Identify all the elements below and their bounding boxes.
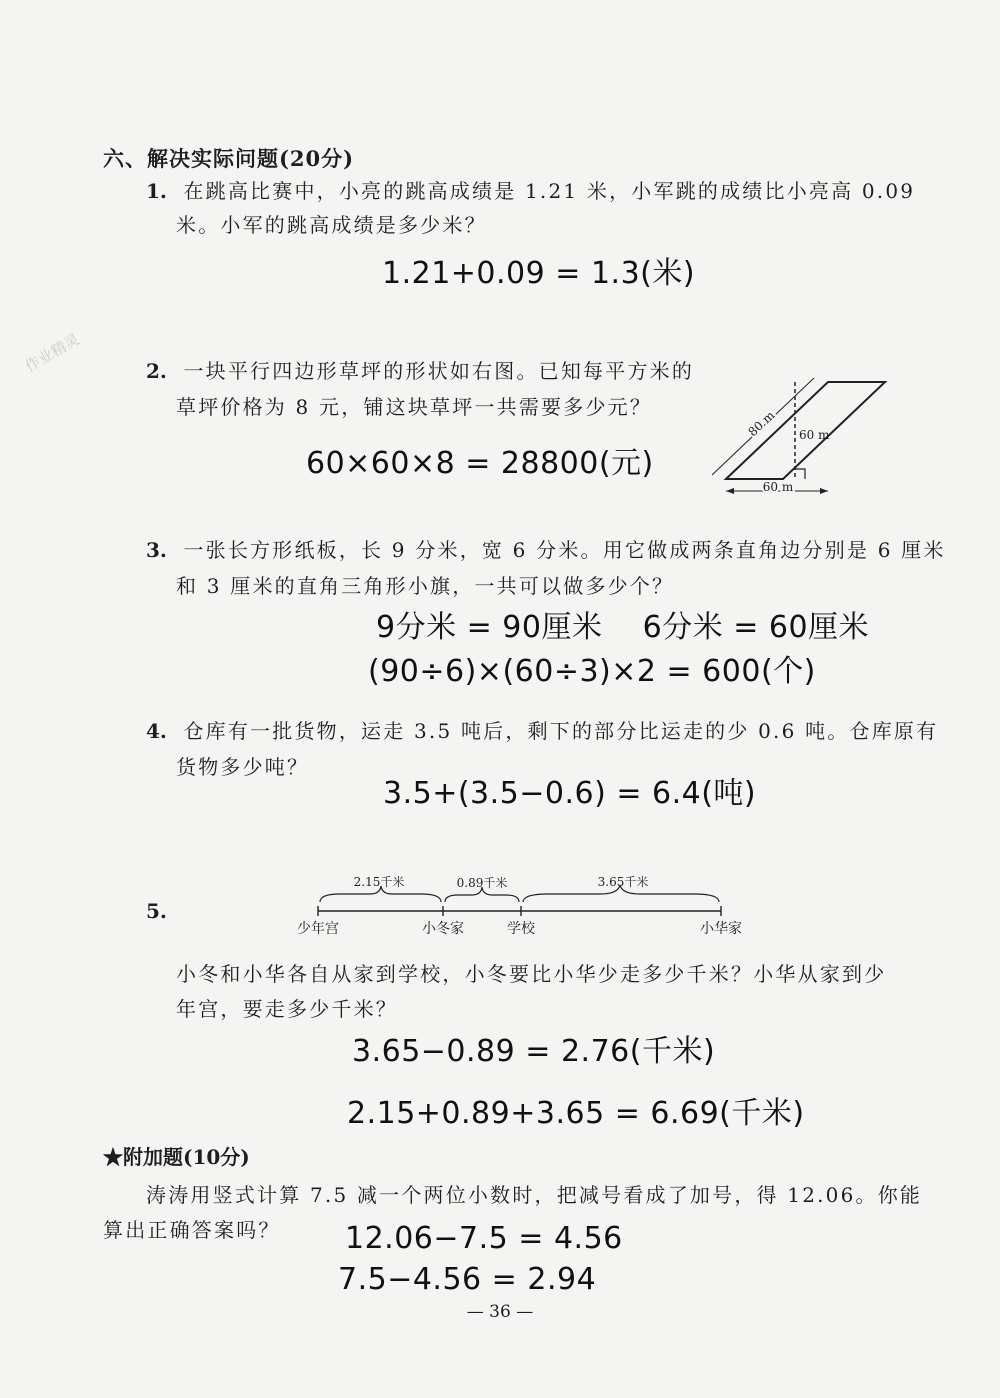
height-label: 60 m — [799, 428, 830, 442]
question-number: 2. — [146, 359, 167, 383]
handwritten-answer: 3.65−0.89 = 2.76(千米) — [352, 1034, 716, 1069]
handwritten-answer: (90÷6)×(60÷3)×2 = 600(个) — [368, 654, 816, 689]
question-1 — [146, 174, 915, 208]
question-number: 1. — [146, 179, 167, 203]
handwritten-answer: 1.21+0.09 = 1.3(米) — [382, 256, 696, 291]
question-number: 4. — [146, 719, 167, 743]
question-4 — [146, 714, 938, 748]
question-1-line-2: 米。小军的跳高成绩是多少米？ — [176, 213, 487, 237]
question-text: 在跳高比赛中，小亮的跳高成绩是 1.21 米，小军跳的成绩比小亮高 0.09 — [183, 179, 916, 203]
question-3 — [146, 533, 946, 567]
base-label: 60 m — [762, 480, 794, 494]
bonus-line-2: 算出正确答案吗？ — [103, 1218, 281, 1242]
question-5-number — [146, 894, 167, 928]
question-text: 仓库有一批货物，运走 3.5 吨后，剩下的部分比运走的少 0.6 吨。仓库原有 — [183, 719, 939, 743]
question-text: 一张长方形纸板，长 9 分米，宽 6 分米。用它做成两条直角边分别是 6 厘米 — [183, 538, 946, 562]
place-label: 学校 — [507, 921, 535, 937]
question-number: 3. — [146, 538, 167, 562]
watermark: 作业精灵 — [21, 330, 83, 376]
question-2 — [146, 354, 694, 388]
bonus-line-1: 涛涛用竖式计算 7.5 减一个两位小数时，把减号看成了加号，得 12.06。你能 — [146, 1183, 923, 1207]
bonus-title: ★附加题(10分) — [103, 1145, 250, 1169]
section-title: 六、解决实际问题(20分) — [103, 146, 355, 171]
question-4-line-2: 货物多少吨？ — [176, 755, 310, 779]
page-number: — 36 — — [466, 1302, 534, 1322]
question-5-line-2: 年宫，要走多少千米？ — [176, 997, 398, 1021]
side-label: 80 m — [745, 408, 778, 440]
handwritten-answer: 9分米 = 90厘米 6分米 = 60厘米 — [376, 610, 870, 645]
question-3-line-2: 和 3 厘米的直角三角形小旗，一共可以做多少个？ — [176, 574, 675, 598]
handwritten-answer: 60×60×8 = 28800(元) — [306, 446, 654, 481]
place-label: 少年宫 — [297, 921, 339, 937]
distance-diagram — [280, 866, 760, 946]
question-number: 5. — [146, 899, 167, 923]
segment-label: 2.15千米 — [353, 875, 405, 889]
place-label: 小华家 — [700, 921, 742, 937]
right-angle-mark — [795, 469, 805, 479]
handwritten-answer: 2.15+0.89+3.65 = 6.69(千米) — [347, 1096, 805, 1131]
segment-label: 0.89千米 — [456, 876, 508, 890]
handwritten-answer: 3.5+(3.5−0.6) = 6.4(吨) — [383, 776, 757, 811]
question-2-line-2: 草坪价格为 8 元，铺这块草坪一共需要多少元？ — [176, 395, 653, 419]
question-5-line-1: 小冬和小华各自从家到学校，小冬要比小华少走多少千米？小华从家到少 — [176, 962, 887, 986]
segment-label: 3.65千米 — [597, 875, 649, 889]
question-text: 一块平行四边形草坪的形状如右图。已知每平方米的 — [183, 359, 695, 383]
place-label: 小冬家 — [422, 921, 464, 937]
handwritten-answer: 7.5−4.56 = 2.94 — [338, 1262, 597, 1297]
parallelogram-figure — [690, 365, 900, 505]
handwritten-answer: 12.06−7.5 = 4.56 — [345, 1221, 623, 1256]
